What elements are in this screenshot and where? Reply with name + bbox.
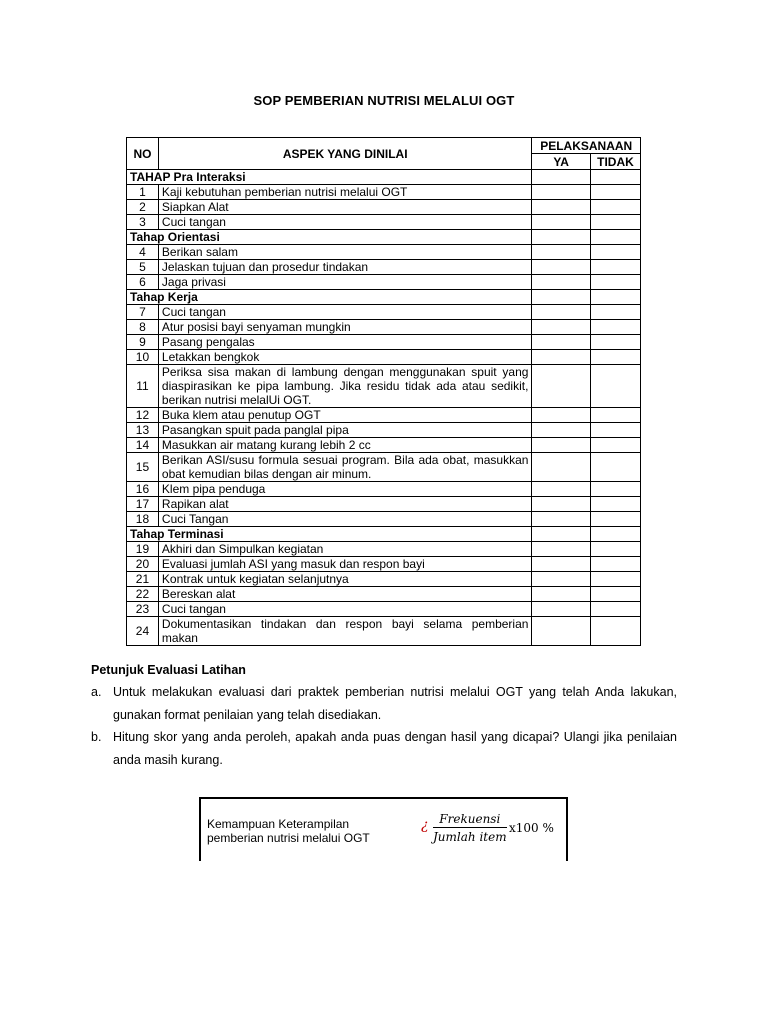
row-number: 6 [127, 275, 159, 290]
row-aspek: Jaga privasi [158, 275, 532, 290]
row-aspek: Akhiri dan Simpulkan kegiatan [158, 542, 532, 557]
table-row [127, 423, 641, 438]
row-number: 9 [127, 335, 159, 350]
tidak-cell[interactable] [590, 335, 640, 350]
ya-cell[interactable] [532, 305, 591, 320]
ya-cell[interactable] [532, 572, 591, 587]
tidak-cell[interactable] [590, 350, 640, 365]
row-aspek: Periksa sisa makan di lambung dengan menggunakan spuit yang diaspirasikan ke pipa lambung. Jika residu tidak ada atau sedikit, berikan nutrisi melalUi OGT. [158, 365, 532, 408]
tidak-cell[interactable] [590, 245, 640, 260]
row-number: 11 [127, 365, 159, 408]
tidak-cell[interactable] [590, 482, 640, 497]
row-aspek: Berikan salam [158, 245, 532, 260]
row-aspek: Jelaskan tujuan dan prosedur tindakan [158, 260, 532, 275]
table-row [127, 512, 641, 527]
row-number: 3 [127, 215, 159, 230]
row-aspek: Kontrak untuk kegiatan selanjutnya [158, 572, 532, 587]
evaluation-item-a [91, 681, 677, 727]
ya-cell[interactable] [532, 557, 591, 572]
tidak-cell[interactable] [590, 320, 640, 335]
row-aspek: Bereskan alat [158, 587, 532, 602]
table-row [127, 542, 641, 557]
row-aspek: Cuci tangan [158, 215, 532, 230]
table-row [127, 245, 641, 260]
ya-cell[interactable] [532, 617, 591, 646]
row-aspek: Atur posisi bayi senyaman mungkin [158, 320, 532, 335]
ya-cell[interactable] [532, 350, 591, 365]
ya-cell[interactable] [532, 320, 591, 335]
formula-label [207, 817, 370, 845]
row-aspek: Klem pipa penduga [158, 482, 532, 497]
evaluation-item-text: Hitung skor yang anda peroleh, apakah anda puas dengan hasil yang dicapai? Ulangi jika penilaian anda masih kurang. [113, 730, 677, 767]
evaluation-item-label: a. [91, 685, 102, 699]
row-number: 17 [127, 497, 159, 512]
row-aspek: Pasangkan spuit pada panglal pipa [158, 423, 532, 438]
ya-cell[interactable] [532, 408, 591, 423]
section-title: Tahap Terminasi [127, 527, 532, 542]
tidak-cell[interactable] [590, 602, 640, 617]
evaluation-item-label: b. [91, 730, 102, 744]
formula-fraction [433, 812, 507, 844]
table-row [127, 602, 641, 617]
row-number: 10 [127, 350, 159, 365]
table-row [127, 185, 641, 200]
table-row [127, 587, 641, 602]
table-row [127, 557, 641, 572]
ya-cell[interactable] [532, 260, 591, 275]
evaluation-item-b [91, 726, 677, 772]
ya-cell[interactable] [532, 245, 591, 260]
row-number: 22 [127, 587, 159, 602]
row-aspek: Rapikan alat [158, 497, 532, 512]
row-aspek: Berikan ASI/susu formula sesuai program. Bila ada obat, masukkan obat kemudian bilas dengan air minum. [158, 453, 532, 482]
tidak-cell[interactable] [590, 408, 640, 423]
table-row [127, 215, 641, 230]
tidak-cell [590, 290, 640, 305]
row-aspek: Siapkan Alat [158, 200, 532, 215]
tidak-cell[interactable] [590, 587, 640, 602]
evaluation-item-text: Untuk melakukan evaluasi dari praktek pemberian nutrisi melalui OGT yang telah Anda lakukan, gunakan format penilaian yang telah disediakan. [113, 685, 677, 722]
ya-cell[interactable] [532, 497, 591, 512]
header-ya: YA [532, 154, 591, 170]
ya-cell[interactable] [532, 335, 591, 350]
table-row [127, 572, 641, 587]
formula-label-line1: Kemampuan Keterampilan [207, 817, 350, 831]
table-row [127, 497, 641, 512]
row-number: 15 [127, 453, 159, 482]
row-number: 24 [127, 617, 159, 646]
row-aspek: Buka klem atau penutup OGT [158, 408, 532, 423]
header-aspek: ASPEK YANG DINILAI [158, 138, 532, 170]
formula-label-line2: pemberian nutrisi melalui OGT [207, 831, 370, 845]
tidak-cell [590, 170, 640, 185]
table-row [127, 275, 641, 290]
formula-box [199, 797, 568, 861]
table-row [127, 200, 641, 215]
tidak-cell[interactable] [590, 557, 640, 572]
tidak-cell[interactable] [590, 572, 640, 587]
table-row [127, 438, 641, 453]
ya-cell[interactable] [532, 215, 591, 230]
row-aspek: Cuci Tangan [158, 512, 532, 527]
ya-cell[interactable] [532, 453, 591, 482]
row-number: 4 [127, 245, 159, 260]
ya-cell[interactable] [532, 482, 591, 497]
ya-cell[interactable] [532, 200, 591, 215]
tidak-cell[interactable] [590, 512, 640, 527]
row-number: 16 [127, 482, 159, 497]
table-row [127, 335, 641, 350]
ya-cell[interactable] [532, 512, 591, 527]
table-row [127, 617, 641, 646]
table-row [127, 305, 641, 320]
tidak-cell[interactable] [590, 497, 640, 512]
header-pelaksanaan: PELAKSANAAN [532, 138, 641, 154]
tidak-cell[interactable] [590, 438, 640, 453]
row-number: 2 [127, 200, 159, 215]
tidak-cell[interactable] [590, 305, 640, 320]
row-aspek: Evaluasi jumlah ASI yang masuk dan respon bayi [158, 557, 532, 572]
tidak-cell[interactable] [590, 185, 640, 200]
tidak-cell[interactable] [590, 542, 640, 557]
ya-cell[interactable] [532, 185, 591, 200]
row-number: 14 [127, 438, 159, 453]
section-title: Tahap Orientasi [127, 230, 532, 245]
row-number: 8 [127, 320, 159, 335]
table-row [127, 453, 641, 482]
ya-cell[interactable] [532, 423, 591, 438]
row-number: 1 [127, 185, 159, 200]
tidak-cell[interactable] [590, 200, 640, 215]
row-number: 12 [127, 408, 159, 423]
row-number: 19 [127, 542, 159, 557]
ya-cell [532, 290, 591, 305]
ya-cell [532, 230, 591, 245]
formula-multiplier: x100 % [509, 821, 554, 835]
tidak-cell[interactable] [590, 275, 640, 290]
tidak-cell [590, 527, 640, 542]
ya-cell[interactable] [532, 365, 591, 408]
ya-cell[interactable] [532, 438, 591, 453]
tidak-cell[interactable] [590, 365, 640, 408]
section-row [127, 170, 641, 185]
header-no: NO [127, 138, 159, 170]
table-row [127, 320, 641, 335]
row-number: 18 [127, 512, 159, 527]
row-aspek: Masukkan air matang kurang lebih 2 cc [158, 438, 532, 453]
ya-cell[interactable] [532, 275, 591, 290]
row-aspek: Letakkan bengkok [158, 350, 532, 365]
row-aspek: Cuci tangan [158, 305, 532, 320]
table-row [127, 350, 641, 365]
tidak-cell[interactable] [590, 453, 640, 482]
row-number: 21 [127, 572, 159, 587]
section-title: Tahap Kerja [127, 290, 532, 305]
row-number: 5 [127, 260, 159, 275]
table-row [127, 260, 641, 275]
formula-denominator: Jumlah item [433, 830, 507, 844]
row-number: 13 [127, 423, 159, 438]
tidak-cell[interactable] [590, 617, 640, 646]
section-title: TAHAP Pra Interaksi [127, 170, 532, 185]
tidak-cell[interactable] [590, 423, 640, 438]
row-number: 20 [127, 557, 159, 572]
evaluation-title: Petunjuk Evaluasi Latihan [91, 663, 246, 677]
ya-cell[interactable] [532, 602, 591, 617]
formula-numerator: Frekuensi [433, 812, 507, 828]
sop-table-body [127, 170, 641, 646]
section-row [127, 527, 641, 542]
tidak-cell[interactable] [590, 215, 640, 230]
row-number: 23 [127, 602, 159, 617]
row-aspek: Kaji kebutuhan pemberian nutrisi melalui OGT [158, 185, 532, 200]
sop-table [126, 137, 641, 646]
ya-cell [532, 170, 591, 185]
header-tidak: TIDAK [590, 154, 640, 170]
tidak-cell [590, 230, 640, 245]
table-row [127, 482, 641, 497]
row-aspek: Dokumentasikan tindakan dan respon bayi selama pemberian makan [158, 617, 532, 646]
page-title: SOP PEMBERIAN NUTRISI MELALUI OGT [253, 93, 515, 108]
section-row [127, 230, 641, 245]
ya-cell [532, 527, 591, 542]
table-row [127, 408, 641, 423]
table-row [127, 365, 641, 408]
row-number: 7 [127, 305, 159, 320]
tidak-cell[interactable] [590, 260, 640, 275]
ya-cell[interactable] [532, 587, 591, 602]
row-aspek: Cuci tangan [158, 602, 532, 617]
formula-symbol: ¿ [421, 817, 429, 833]
section-row [127, 290, 641, 305]
ya-cell[interactable] [532, 542, 591, 557]
row-aspek: Pasang pengalas [158, 335, 532, 350]
